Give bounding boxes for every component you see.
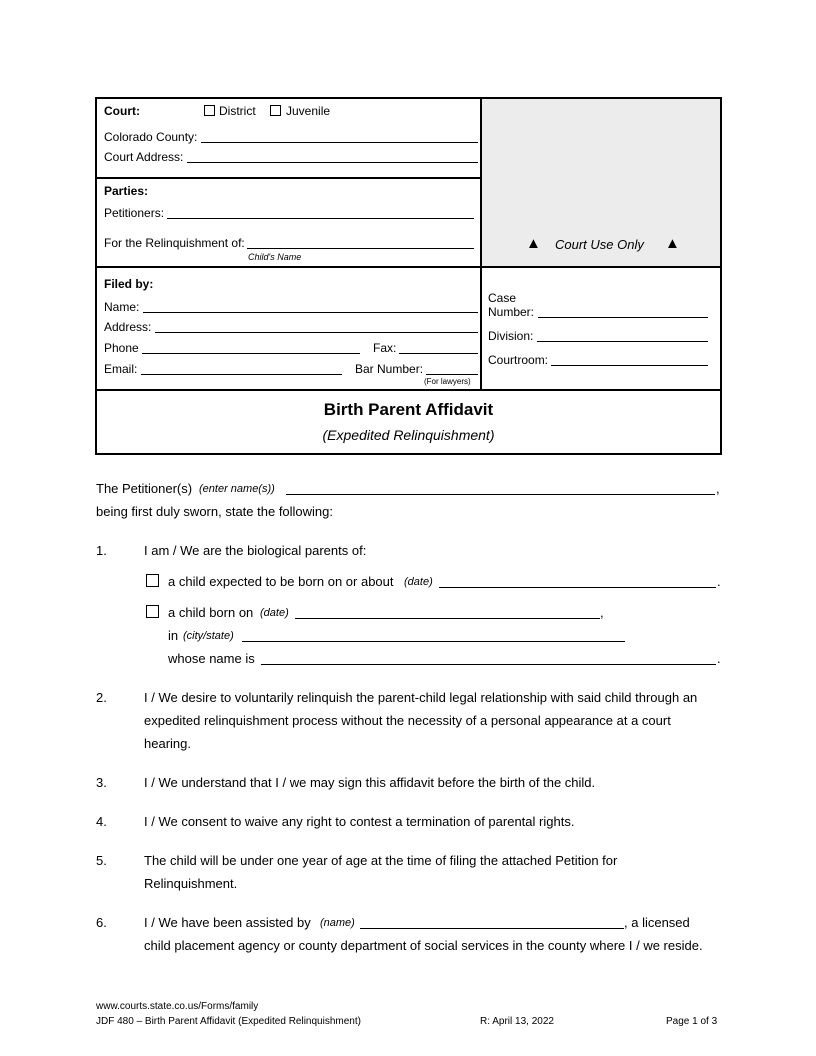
footer-url: www.courts.state.co.us/Forms/family [96,1001,259,1012]
filer-address-label: Address: [104,320,152,334]
expected-birth-checkbox[interactable] [146,574,159,587]
item-number: 5. [96,853,107,868]
item-number: 2. [96,690,107,705]
bar-number-caption: (For lawyers) [424,377,471,386]
district-checkbox[interactable] [204,105,215,116]
item-number: 4. [96,814,107,829]
item-2-line-2: expedited relinquishment process without the necessity of a personal appearance at a court [144,713,671,728]
footer-page-number: Page 1 of 3 [666,1016,718,1027]
born-checkbox[interactable] [146,605,159,618]
footer-revision: R: April 13, 2022 [480,1016,554,1027]
court-label: Court: [104,104,140,118]
item-2-line-3: hearing. [144,736,191,751]
form-subtitle: (Expedited Relinquishment) [322,427,495,443]
phone-field[interactable] [142,353,360,354]
email-field[interactable] [141,374,342,375]
item-5-line-2: Relinquishment. [144,876,238,891]
intro-comma: , [716,481,720,496]
born-comma: , [600,605,604,620]
fax-label: Fax: [373,341,397,355]
expected-period: . [717,574,721,589]
filer-name-field[interactable] [143,312,478,313]
email-label: Email: [104,362,138,376]
case-number-label: Number: [488,305,535,319]
intro-sworn: being first duly sworn, state the following: [96,504,334,519]
title-section [95,389,722,455]
case-number-field[interactable] [538,317,708,318]
district-label: District [219,104,256,118]
child-name-caption: Child's Name [248,252,302,262]
item-1-text: I am / We are the biological parents of: [144,543,367,558]
city-state-hint: (city/state) [183,630,234,642]
court-address-field[interactable] [187,162,478,163]
born-label: a child born on [168,605,254,620]
division-field[interactable] [537,341,708,342]
item-6-line-1b: , a licensed [624,915,690,930]
intro-hint: (enter name(s)) [199,483,275,495]
item-2-line-1: I / We desire to voluntarily relinquish the parent-child legal relationship with said child through an [144,690,698,705]
expected-date-hint: (date) [404,576,433,588]
child-name-field[interactable] [247,248,474,249]
relinquishment-label: For the Relinquishment of: [104,236,245,250]
footer-form-id: JDF 480 – Birth Parent Affidavit (Expedited Relinquishment) [96,1016,361,1027]
born-date-hint: (date) [260,607,289,619]
up-arrow-icon: ▲ [526,235,541,252]
expected-birth-label: a child expected to be born on or about [168,574,394,589]
agency-name-hint: (name) [320,917,355,929]
juvenile-checkbox[interactable] [270,105,281,116]
item-6-line-2: child placement agency or county department of social services in the county where I / we reside. [144,938,703,953]
intro-petitioners-label: The Petitioner(s) [96,481,193,496]
petitioners-label: Petitioners: [104,206,165,220]
item-number: 6. [96,915,107,930]
bar-number-label: Bar Number: [355,362,424,376]
fax-field[interactable] [399,353,478,354]
courtroom-label: Courtroom: [488,353,549,367]
form-title: Birth Parent Affidavit [323,400,494,419]
county-field[interactable] [201,142,478,143]
child-full-name-field[interactable] [261,664,716,665]
juvenile-label: Juvenile [286,104,331,118]
filer-address-field[interactable] [155,332,478,333]
parties-label: Parties: [104,184,149,198]
county-label: Colorado County: [104,130,198,144]
item-4-text: I / We consent to waive any right to contest a termination of parental rights. [144,814,575,829]
expected-date-field[interactable] [439,587,716,588]
in-label: in [168,628,179,643]
agency-name-field[interactable] [360,928,624,929]
courtroom-field[interactable] [551,365,708,366]
filed-by-label: Filed by: [104,277,154,291]
item-number: 3. [96,775,107,790]
court-use-text: Court Use Only [555,237,644,252]
phone-label: Phone [104,341,139,355]
whose-name-label: whose name is [168,651,255,666]
petitioner-names-field[interactable] [286,494,715,495]
filer-name-label: Name: [104,300,140,314]
petitioners-field[interactable] [167,218,474,219]
case-label: Case [488,291,517,305]
up-arrow-icon: ▲ [665,235,680,252]
item-3-text: I / We understand that I / we may sign this affidavit before the birth of the child. [144,775,596,790]
court-address-label: Court Address: [104,150,184,164]
whose-name-period: . [717,651,721,666]
item-5-line-1: The child will be under one year of age at the time of filing the attached Petition for [144,853,618,868]
city-state-field[interactable] [242,641,625,642]
item-6-line-1a: I / We have been assisted by [144,915,311,930]
item-number: 1. [96,543,107,558]
born-date-field[interactable] [295,618,600,619]
division-label: Division: [488,329,534,343]
